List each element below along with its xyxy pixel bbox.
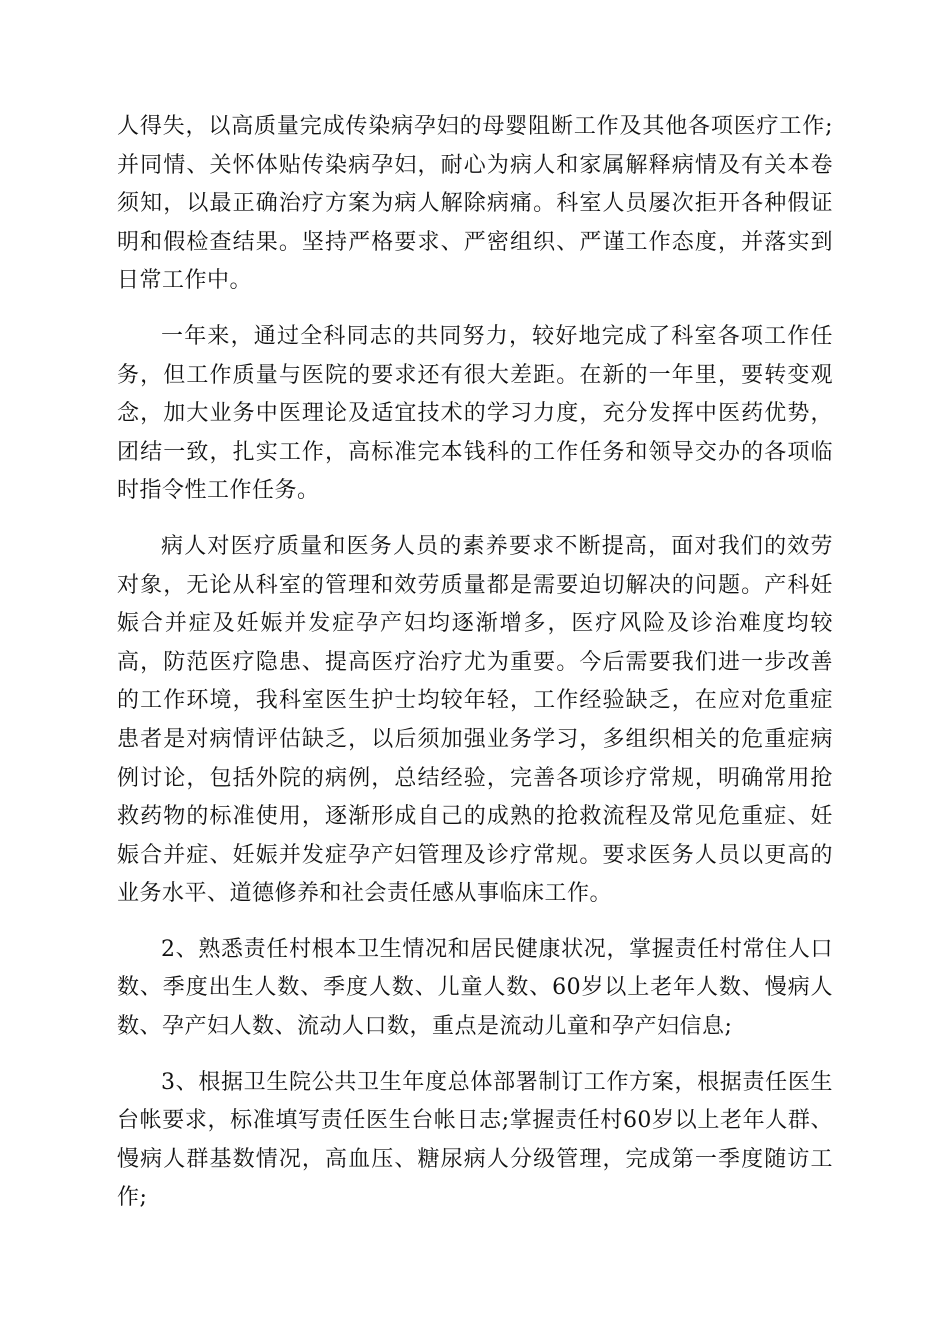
paragraph-1: 人得失，以高质量完成传染病孕妇的母婴阻断工作及其他各项医疗工作;并同情、关怀体贴传染病孕妇，耐心为病人和家属解释病情及有关本卷须知，以最正确治疗方案为病人解除病痛。科室人员屡次拒开各种假证明和假检查结果。坚持严格要求、严密组织、严谨工作态度，并落实到日常工作中。	[117, 114, 833, 294]
paragraph-4: 2、熟悉责任村根本卫生情况和居民健康状况，掌握责任村常住人口数、季度出生人数、季度人数、儿童人数、60岁以上老年人数、慢病人数、孕产妇人数、流动人口数，重点是流动儿童和孕产妇信息;	[117, 936, 833, 1040]
paragraph-2: 一年来，通过全科同志的共同努力，较好地完成了科室各项工作任务，但工作质量与医院的要求还有很大差距。在新的一年里，要转变观念，加大业务中医理论及适宜技术的学习力度，充分发挥中医药优势，团结一致，扎实工作，高标准完本钱科的工作任务和领导交办的各项临时指令性工作任务。	[117, 323, 833, 504]
paragraph-5: 3、根据卫生院公共卫生年度总体部署制订工作方案，根据责任医生台帐要求，标准填写责任医生台帐日志;掌握责任村60岁以上老年人群、慢病人群基数情况，高血压、糖尿病人分级管理，完成第一季度随访工作;	[117, 1069, 833, 1211]
paragraph-3: 病人对医疗质量和医务人员的素养要求不断提高，面对我们的效劳对象，无论从科室的管理和效劳质量都是需要迫切解决的问题。产科妊娠合并症及妊娠并发症孕产妇均逐渐增多，医疗风险及诊治难度均较高，防范医疗隐患、提高医疗治疗尤为重要。今后需要我们进一步改善的工作环境，我科室医生护士均较年轻，工作经验缺乏，在应对危重症患者是对病情评估缺乏，以后须加强业务学习，多组织相关的危重症病例讨论，包括外院的病例，总结经验，完善各项诊疗常规，明确常用抢救药物的标准使用，逐渐形成自己的成熟的抢救流程及常见危重症、妊娠合并症、妊娠并发症孕产妇管理及诊疗常规。要求医务人员以更高的业务水平、道德修养和社会责任感从事临床工作。	[117, 533, 833, 907]
document-page	[117, 108, 833, 1235]
